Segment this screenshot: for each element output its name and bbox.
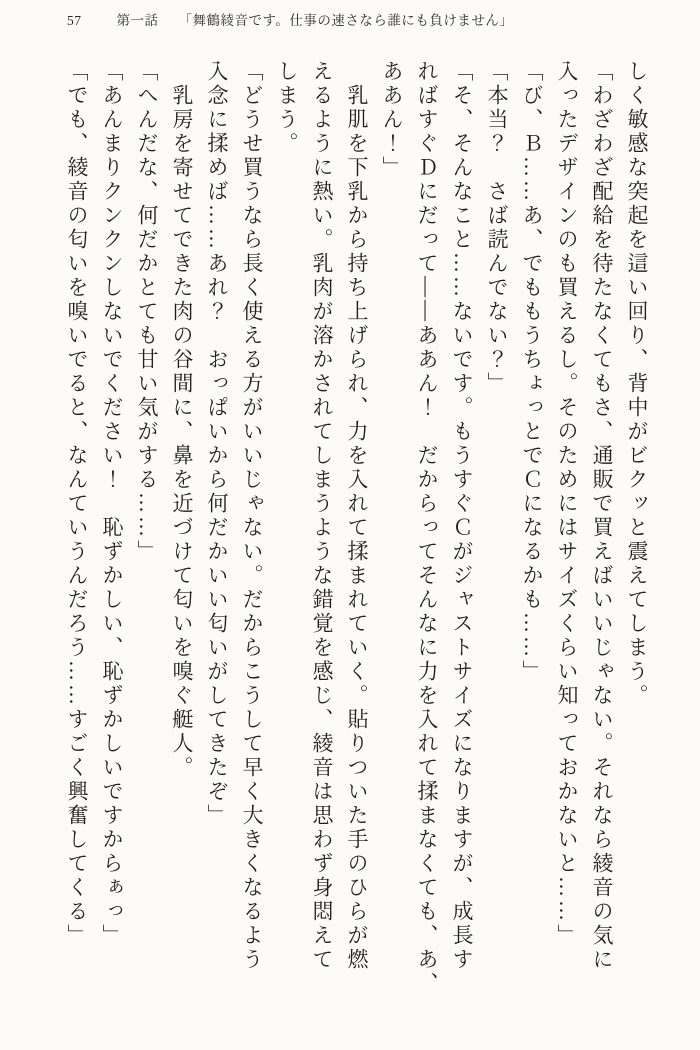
text-column: 「び、Ｂ……あ、でももうちょっとでＣになるかも……」 (520, 60, 544, 684)
text-column: 「わざわざ配給を待たなくてもさ、通販で買えばいいじゃない。それなら綾音の気に (590, 60, 614, 972)
text-column: 入念に揉めば……あれ？ おっぱいから何だかいい匂いがしてきたぞ」 (205, 60, 229, 828)
text-column: しまう。 (275, 60, 299, 156)
running-header (67, 9, 513, 29)
text-column: しく敏感な突起を這い回り、背中がビクッと震えてしまう。 (625, 60, 649, 708)
text-column: 入ったデザインのも買えるし。そのためにはサイズくらい知っておかないと……」 (555, 60, 579, 948)
text-column: 「本当？ さば読んでない？」 (485, 60, 509, 396)
chapter-title: 「舞鶴綾音です。仕事の速さなら誰にも負けません」 (178, 13, 514, 28)
text-column: えるように熱い。乳肉が溶かされてしまうような錯覚を感じ、綾音は思わず身悶えて (310, 60, 334, 972)
text-column: ああん！」 (380, 60, 404, 180)
text-column: 「でも、綾音の匂いを嗅いでると、なんていうんだろう……すごく興奮してくる」 (65, 60, 89, 948)
text-column: 「へんだな、何だかとても甘い気がする……」 (135, 60, 159, 564)
text-column: 「そ、そんなこと……ないです。もうすぐＣがジャストサイズになりますが、成長す (450, 60, 474, 972)
text-column: 「あんまりクンクンしないでください！ 恥ずかしい、恥ずかしいですからぁっ」 (100, 60, 124, 948)
page-number: 57 (67, 13, 82, 28)
vertical-text-body (59, 60, 654, 1012)
text-column: ればすぐＤにだって――ああん！ だからってそんなに力を入れて揉まなくても、あ、 (415, 60, 439, 996)
text-column: 乳肌を下乳から持ち上げられ、力を入れて揉まれていく。貼りついた手のひらが燃 (345, 60, 369, 972)
text-column: 乳房を寄せてできた肉の谷間に、鼻を近づけて匂いを嗅ぐ艇人。 (170, 60, 194, 780)
text-column: 「どうせ買うなら長く使える方がいいじゃない。だからこうして早く大きくなるよう (240, 60, 264, 972)
chapter-label: 第一話 (116, 13, 159, 28)
